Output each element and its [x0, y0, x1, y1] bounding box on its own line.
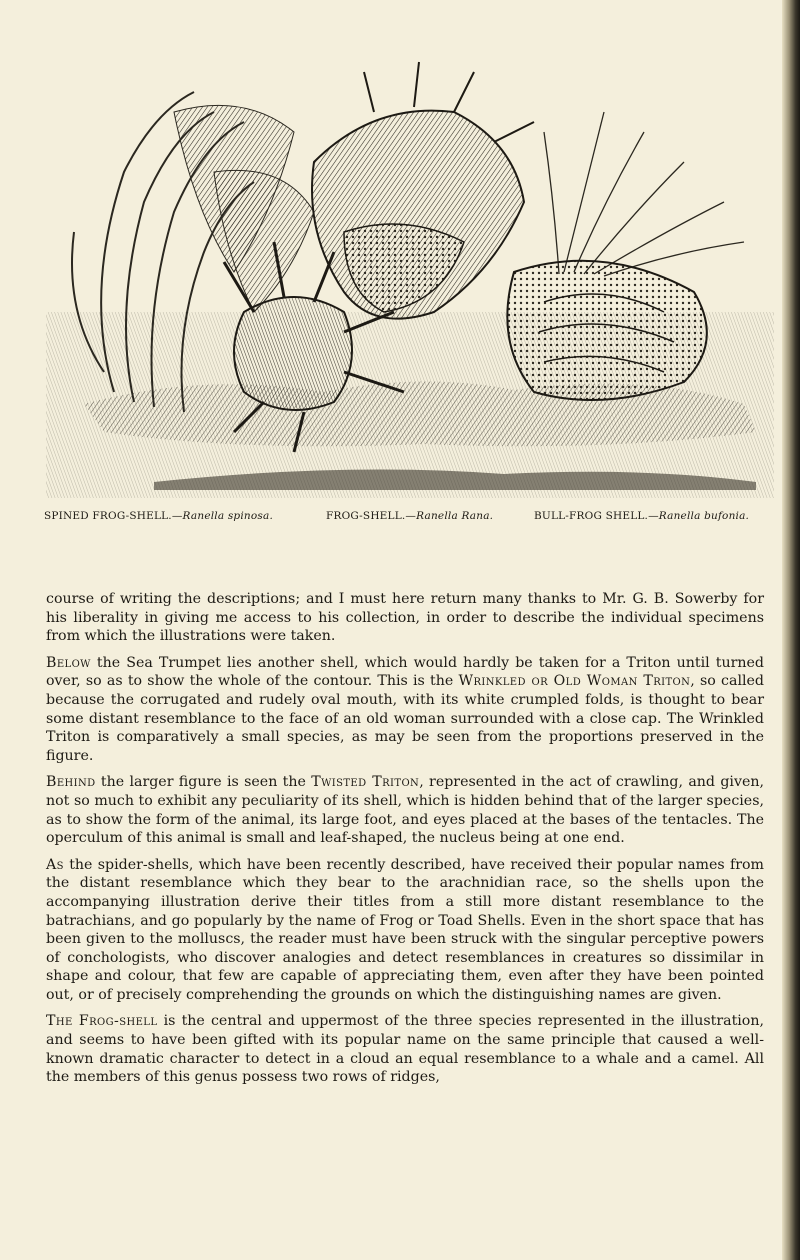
caption-bull-frog-shell [534, 510, 749, 522]
body-text [46, 590, 764, 1095]
caption-spined-frog-shell [44, 510, 273, 522]
paragraph-lead: Behind [46, 774, 96, 791]
paragraph-4 [46, 856, 764, 1005]
caption-latin-name: Ranella Rana. [416, 510, 494, 522]
paragraph-text: the spider-shells, which have been recently described, have received their popular names from the distant resemblance which they bear to the arachnidian race, so the shells upon the accompanying illustration derive their titles from a still more distant resemblance to the batrachians, and go popularly by the name of Frog or Toad Shells. Even in the short space that has been given to the molluscs, the reader must have been struck with the singular perceptive powers of conchologists, who discover analogies and detect resemblances in creatures so dissimilar in shape and colour, that few are capable of appreciating them, even after they have been pointed out, or of precisely comprehending the grounds on which the distinguishing names are given. [46, 856, 764, 1003]
paragraph-1 [46, 590, 764, 646]
engraving-illustration [44, 12, 776, 500]
species-term: Twisted Triton [311, 774, 420, 791]
caption-common-name: FROG-SHELL.— [326, 510, 417, 522]
paragraph-text: the larger figure is seen the [95, 774, 312, 791]
paragraph-text: course of writing the descriptions; and I must here return many thanks to Mr. G. B. Sowerby for his liberality in giving me access to his collection, in order to describe the individual specimens from which the illustrations were taken. [46, 591, 764, 645]
caption-latin-name: Ranella spinosa. [182, 510, 273, 522]
paragraph-3 [46, 773, 764, 847]
caption-frog-shell [326, 510, 493, 522]
paragraph-2 [46, 654, 764, 766]
paragraph-5 [46, 1012, 764, 1086]
caption-latin-name: Ranella bufonia. [658, 510, 750, 522]
caption-common-name: BULL-FROG SHELL.— [534, 510, 659, 522]
paragraph-lead: The [46, 1013, 73, 1030]
paragraph-lead: As [46, 856, 64, 873]
paragraph-text: , so called because the corrugated and rudely oval mouth, with its white crumpled folds, is thought to bear some distant resemblance to the face of an old woman surrounded with a close cap. The Wrinkled Triton is comparatively a small species, as may be seen from the proportions preserved in the figure. [46, 673, 764, 764]
species-term: Frog-shell [78, 1013, 158, 1030]
page-binding-edge [782, 0, 800, 1260]
paragraph-text: the Sea Trumpet lies another shell, which would hardly be taken for a Triton until turned over, so as to show the whole of the contour. This is the [46, 654, 764, 690]
paragraph-text: is the central and uppermost of the three species represented in the illustration, and seems to have been gifted with its popular name on the same principle that caused a well-known dramatic character to detect in a cloud an equal resemblance to a whale and a camel. All the members of this genus possess two rows of ridges, [46, 1013, 764, 1086]
species-term: Wrinkled or Old Woman Triton [458, 673, 691, 690]
caption-common-name: SPINED FROG-SHELL.— [44, 510, 183, 522]
illustration-captions [44, 510, 774, 528]
paragraph-lead: Below [46, 654, 91, 671]
paragraph-text: , represented in the act of crawling, and given, not so much to exhibit any peculiarity of its shell, which is hidden behind that of the larger species, as to show the form of the animal, its large foot, and eyes placed at the bases of the tentacles. The operculum of this animal is small and leaf-shaped, the nucleus being at one end. [46, 774, 764, 847]
